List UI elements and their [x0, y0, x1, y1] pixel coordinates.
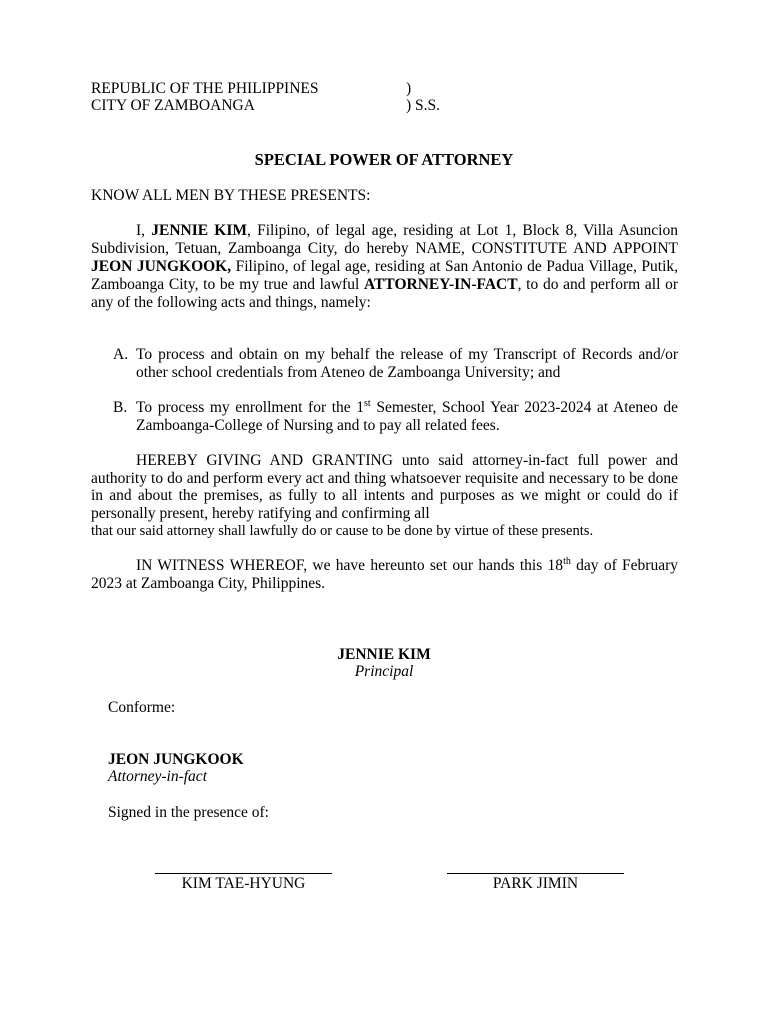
venue-republic: REPUBLIC OF THE PHILIPPINES [91, 80, 319, 97]
attorney-signature-name: JEON JUNGKOOK [108, 751, 244, 768]
list-marker: A. [113, 346, 129, 363]
presence-label: Signed in the presence of: [108, 804, 269, 821]
principal-signature-name: JENNIE KIM [337, 646, 431, 663]
intro-text-3: Filipino, of legal age, residing at San Antonio de Padua Village, Putik, Zamboanga City, to be my true and lawful [91, 258, 678, 293]
venue-city: CITY OF ZAMBOANGA [91, 97, 255, 114]
list-item-b [113, 399, 678, 435]
venue-ss: ) S.S. [406, 97, 441, 114]
venue-paren: ) [406, 80, 412, 97]
intro-text-4: , to do and perform all or any of the following acts and things, namely: [91, 276, 678, 311]
list-marker: B. [113, 399, 128, 416]
document-title: SPECIAL POWER OF ATTORNEY [254, 150, 514, 169]
list-item-text: To process and obtain on my behalf the release of my Transcript of Records and/or other school credentials from Ateneo de Zamboanga University; and [136, 346, 678, 381]
witness-name-1: KIM TAE-HYUNG [181, 875, 306, 892]
principal-signature-role: Principal [354, 663, 414, 680]
salutation: KNOW ALL MEN BY THESE PRESENTS: [91, 187, 371, 204]
intro-paragraph [91, 222, 678, 312]
attorney-in-fact-label: ATTORNEY-IN-FACT [364, 276, 518, 293]
witness-signature-line-1 [155, 873, 332, 874]
attorney-name-inline: JEON JUNGKOOK, [91, 258, 232, 275]
ordinal-suffix: th [563, 556, 571, 567]
intro-text-2: , Filipino, of legal age, residing at Lot 1, Block 8, Villa Asuncion Subdivision, Tetuan, Zamboanga City, do hereby NAME, CONSTITUTE AND APPOINT [91, 222, 678, 257]
granting-paragraph-tail: that our said attorney shall lawfully do or cause to be done by virtue of these presents. [91, 523, 594, 539]
witness-name-2: PARK JIMIN [492, 875, 579, 892]
intro-text-1: I, [136, 222, 152, 239]
attorney-signature-role: Attorney-in-fact [108, 768, 207, 785]
ordinal-suffix: st [364, 398, 371, 409]
list-item-text: To process my enrollment for the 1st Semester, School Year 2023-2024 at Ateneo de Zamboanga-College of Nursing and to pay all related fees. [136, 398, 678, 434]
witness-paragraph: IN WITNESS WHEREOF, we have hereunto set our hands this 18th day of February 2023 at Zamboanga City, Philippines. [91, 556, 679, 592]
witness-signature-line-2 [447, 873, 624, 874]
principal-name-inline: JENNIE KIM [151, 222, 248, 239]
granting-paragraph: HEREBY GIVING AND GRANTING unto said attorney-in-fact full power and authority to do and perform every act and thing whatsoever requisite and necessary to be done in and about the premises, as fully to all intents and purposes as we might or could do if personally present, hereby ratifying and confirming all [91, 452, 678, 522]
conforme-label: Conforme: [108, 699, 176, 716]
list-item-a [113, 346, 678, 382]
